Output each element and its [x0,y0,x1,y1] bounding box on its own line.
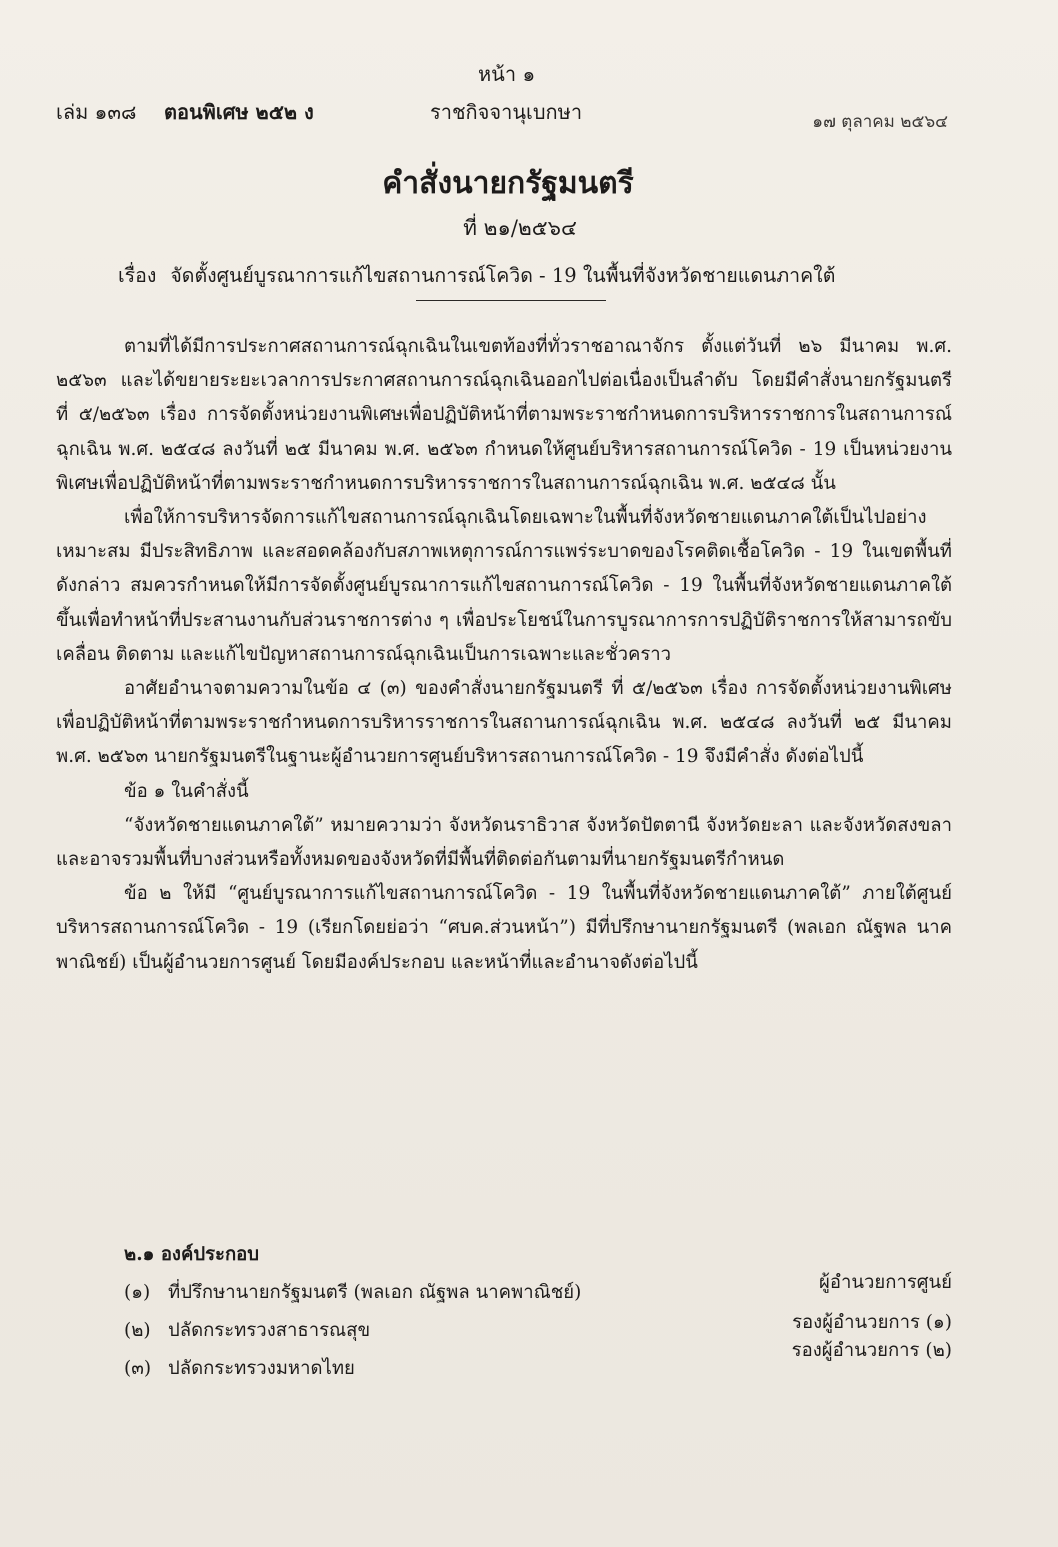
member-row [124,1340,952,1388]
member-role: รองผู้อำนวยการ (๒) [791,1340,952,1361]
document-body [56,330,952,980]
member-name: ปลัดกระทรวงสาธารณสุข [168,1320,371,1341]
member-number: (๑) [124,1282,151,1303]
subject-text: จัดตั้งศูนย์บูรณาการแก้ไขสถานการณ์โควิด - 19 ในพื้นที่จังหวัดชายแดนภาคใต้ [170,264,836,287]
title-divider [416,300,606,301]
member-name: ที่ปรึกษานายกรัฐมนตรี (พลเอก ณัฐพล นาคพาณิชย์) [168,1282,582,1303]
clause-2: ข้อ ๒ ให้มี “ศูนย์บูรณาการแก้ไขสถานการณ์โควิด - 19 ในพื้นที่จังหวัดชายแดนภาคใต้” ภายใต้ศูนย์บริหารสถานการณ์โควิด - 19 (เรียกโดยย่อว่า “ศบค.ส่วนหน้า”) มีที่ปรึกษานายกรัฐมนตรี (พลเอก ณัฐพล นาคพาณิชย์) เป็นผู้อำนวยการศูนย์ โดยมีองค์ประกอบ และหน้าที่และอำนาจดังต่อไปนี้ [56,883,952,973]
order-number: ที่ ๒๑/๒๕๖๔ [463,216,577,240]
paragraph-purpose: เพื่อให้การบริหารจัดการแก้ไขสถานการณ์ฉุกเฉินโดยเฉพาะในพื้นที่จังหวัดชายแดนภาคใต้เป็นไปอย่างเหมาะสม มีประสิทธิภาพ และสอดคล้องกับสภาพเหตุการณ์การแพร่ระบาดของโรคติดเชื้อโควิด - 19 ในเขตพื้นที่ดังกล่าว สมควรกำหนดให้มีการจัดตั้งศูนย์บูรณาการแก้ไขสถานการณ์โควิด - 19 ในพื้นที่จังหวัดชายแดนภาคใต้ขึ้นเพื่อทำหน้าที่ประสานงานกับส่วนราชการต่าง ๆ เพื่อประโยชน์ในการบูรณาการการปฏิบัติราชการให้สามารถขับเคลื่อน ติดตาม และแก้ไขปัญหาสถานการณ์ฉุกเฉินเป็นการเฉพาะและชั่วคราว [56,507,952,665]
clause-1-definition: “จังหวัดชายแดนภาคใต้” หมายความว่า จังหวัดนราธิวาส จังหวัดปัตตานี จังหวัดยะลา และจังหวัดสงขลา และอาจรวมพื้นที่บางส่วนหรือทั้งหมดของจังหวัดที่มีพื้นที่ติดต่อกันตามที่นายกรัฐมนตรีกำหนด [56,814,952,871]
member-role: รองผู้อำนวยการ (๑) [792,1312,952,1333]
member-row [124,1272,952,1312]
clause-1-heading: ข้อ ๑ ในคำสั่งนี้ [124,780,249,802]
document-title: คำสั่งนายกรัฐมนตรี [382,166,634,201]
publication-date: ๑๗ ตุลาคม ๒๕๖๔ [812,112,948,132]
page-number: หน้า ๑ [478,62,536,86]
member-name: ปลัดกระทรวงมหาดไทย [168,1358,355,1379]
member-number: (๓) [124,1358,152,1379]
composition-heading: ๒.๑ องค์ประกอบ [124,1244,260,1265]
subject-label: เรื่อง [118,264,157,287]
member-number: (๒) [124,1320,151,1341]
gazette-name: ราชกิจจานุเบกษา [430,100,583,124]
member-role: ผู้อำนวยการศูนย์ [819,1272,952,1293]
paragraph-preamble: ตามที่ได้มีการประกาศสถานการณ์ฉุกเฉินในเขตท้องที่ทั่วราชอาณาจักร ตั้งแต่วันที่ ๒๖ มีนาคม พ.ศ. ๒๕๖๓ และได้ขยายระยะเวลาการประกาศสถานการณ์ฉุกเฉินออกไปต่อเนื่องเป็นลำดับ โดยมีคำสั่งนายกรัฐมนตรี ที่ ๕/๒๕๖๓ เรื่อง การจัดตั้งหน่วยงานพิเศษเพื่อปฏิบัติหน้าที่ตามพระราชกำหนดการบริหารราชการในสถานการณ์ฉุกเฉิน พ.ศ. ๒๕๔๘ ลงวันที่ ๒๕ มีนาคม พ.ศ. ๒๕๖๓ กำหนดให้ศูนย์บริหารสถานการณ์โควิด - 19 เป็นหน่วยงานพิเศษเพื่อปฏิบัติหน้าที่ตามพระราชกำหนดการบริหารราชการในสถานการณ์ฉุกเฉิน พ.ศ. ๒๕๔๘ นั้น [56,336,952,494]
volume-number: เล่ม ๑๓๘ [56,100,137,124]
paragraph-authority: อาศัยอำนาจตามความในข้อ ๔ (๓) ของคำสั่งนายกรัฐมนตรี ที่ ๕/๒๕๖๓ เรื่อง การจัดตั้งหน่วยงานพิเศษเพื่อปฏิบัติหน้าที่ตามพระราชกำหนดการบริหารราชการในสถานการณ์ฉุกเฉิน พ.ศ. ๒๕๔๘ ลงวันที่ ๒๕ มีนาคม พ.ศ. ๒๕๖๓ นายกรัฐมนตรีในฐานะผู้อำนวยการศูนย์บริหารสถานการณ์โควิด - 19 จึงมีคำสั่ง ดังต่อไปนี้ [56,678,952,768]
issue-number: ตอนพิเศษ ๒๕๒ ง [164,100,314,124]
subject-line [118,260,835,291]
